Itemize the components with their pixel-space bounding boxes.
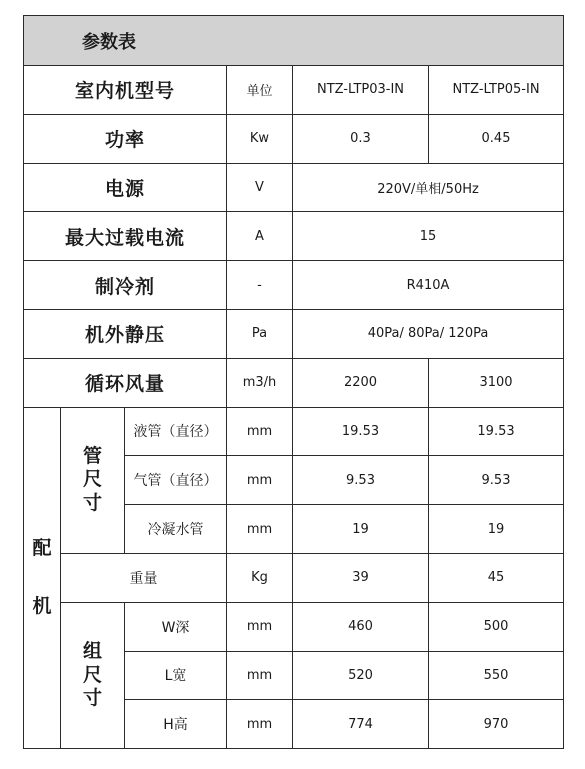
spec-table bbox=[23, 15, 564, 749]
max-current-unit: A bbox=[227, 212, 293, 261]
power-unit: Kw bbox=[227, 114, 293, 163]
airflow-value-2: 3100 bbox=[429, 358, 564, 407]
power-row bbox=[24, 114, 564, 163]
max-current-row bbox=[24, 212, 564, 261]
unit-size-group-line-2: 尺 bbox=[82, 663, 102, 686]
drain-pipe-value-1: 19 bbox=[293, 505, 429, 554]
model-row bbox=[24, 66, 564, 115]
pipe-group-line-3: 寸 bbox=[82, 492, 102, 515]
height-label: H高 bbox=[125, 700, 227, 749]
max-current-value: 15 bbox=[293, 212, 564, 261]
pipe-group-label bbox=[61, 407, 125, 553]
airflow-value-1: 2200 bbox=[293, 358, 429, 407]
airflow-unit: m3/h bbox=[227, 358, 293, 407]
width-value-2: 550 bbox=[429, 651, 564, 700]
refrigerant-row bbox=[24, 261, 564, 310]
power-value-2: 0.45 bbox=[429, 114, 564, 163]
width-label: L宽 bbox=[125, 651, 227, 700]
static-pressure-unit: Pa bbox=[227, 309, 293, 358]
table-title: 参数表 bbox=[24, 16, 564, 66]
weight-label: 重量 bbox=[61, 553, 227, 602]
depth-value-1: 460 bbox=[293, 602, 429, 651]
depth-unit: mm bbox=[227, 602, 293, 651]
model-label: 室内机型号 bbox=[24, 66, 227, 115]
supply-unit: V bbox=[227, 163, 293, 212]
title-row bbox=[24, 16, 564, 66]
weight-unit: Kg bbox=[227, 553, 293, 602]
depth-label: W深 bbox=[125, 602, 227, 651]
power-value-1: 0.3 bbox=[293, 114, 429, 163]
airflow-row bbox=[24, 358, 564, 407]
drain-pipe-label: 冷凝水管 bbox=[125, 505, 227, 554]
refrigerant-label: 制冷剂 bbox=[24, 261, 227, 310]
gas-pipe-value-2: 9.53 bbox=[429, 456, 564, 505]
liquid-pipe-value-2: 19.53 bbox=[429, 407, 564, 456]
max-current-label: 最大过载电流 bbox=[24, 212, 227, 261]
model-1: NTZ-LTP03-IN bbox=[293, 66, 429, 115]
unit-size-group-line-3: 寸 bbox=[82, 687, 102, 710]
weight-value-2: 45 bbox=[429, 553, 564, 602]
unit-size-group-label bbox=[61, 602, 125, 748]
refrigerant-unit: - bbox=[227, 261, 293, 310]
height-value-1: 774 bbox=[293, 700, 429, 749]
weight-row bbox=[24, 553, 564, 602]
gas-pipe-unit: mm bbox=[227, 456, 293, 505]
model-2: NTZ-LTP05-IN bbox=[429, 66, 564, 115]
liquid-pipe-value-1: 19.53 bbox=[293, 407, 429, 456]
supply-label: 电源 bbox=[24, 163, 227, 212]
drain-pipe-value-2: 19 bbox=[429, 505, 564, 554]
gas-pipe-value-1: 9.53 bbox=[293, 456, 429, 505]
depth-row bbox=[24, 602, 564, 651]
supply-row bbox=[24, 163, 564, 212]
side-group-line-1: 配 bbox=[32, 537, 52, 560]
pipe-group-line-1: 管 bbox=[82, 444, 102, 467]
drain-pipe-unit: mm bbox=[227, 505, 293, 554]
static-pressure-value: 40Pa/ 80Pa/ 120Pa bbox=[293, 309, 564, 358]
unit-header: 单位 bbox=[227, 66, 293, 115]
unit-size-group-line-1: 组 bbox=[82, 639, 102, 662]
width-value-1: 520 bbox=[293, 651, 429, 700]
pipe-group-line-2: 尺 bbox=[82, 468, 102, 491]
width-unit: mm bbox=[227, 651, 293, 700]
refrigerant-value: R410A bbox=[293, 261, 564, 310]
side-group-line-2: 机 bbox=[32, 594, 52, 617]
power-label: 功率 bbox=[24, 114, 227, 163]
height-value-2: 970 bbox=[429, 700, 564, 749]
airflow-label: 循环风量 bbox=[24, 358, 227, 407]
weight-value-1: 39 bbox=[293, 553, 429, 602]
supply-value: 220V/单相/50Hz bbox=[293, 163, 564, 212]
liquid-pipe-label: 液管（直径） bbox=[125, 407, 227, 456]
gas-pipe-label: 气管（直径） bbox=[125, 456, 227, 505]
depth-value-2: 500 bbox=[429, 602, 564, 651]
liquid-pipe-row bbox=[24, 407, 564, 456]
static-pressure-row bbox=[24, 309, 564, 358]
static-pressure-label: 机外静压 bbox=[24, 309, 227, 358]
liquid-pipe-unit: mm bbox=[227, 407, 293, 456]
side-group-label bbox=[24, 407, 61, 749]
height-unit: mm bbox=[227, 700, 293, 749]
